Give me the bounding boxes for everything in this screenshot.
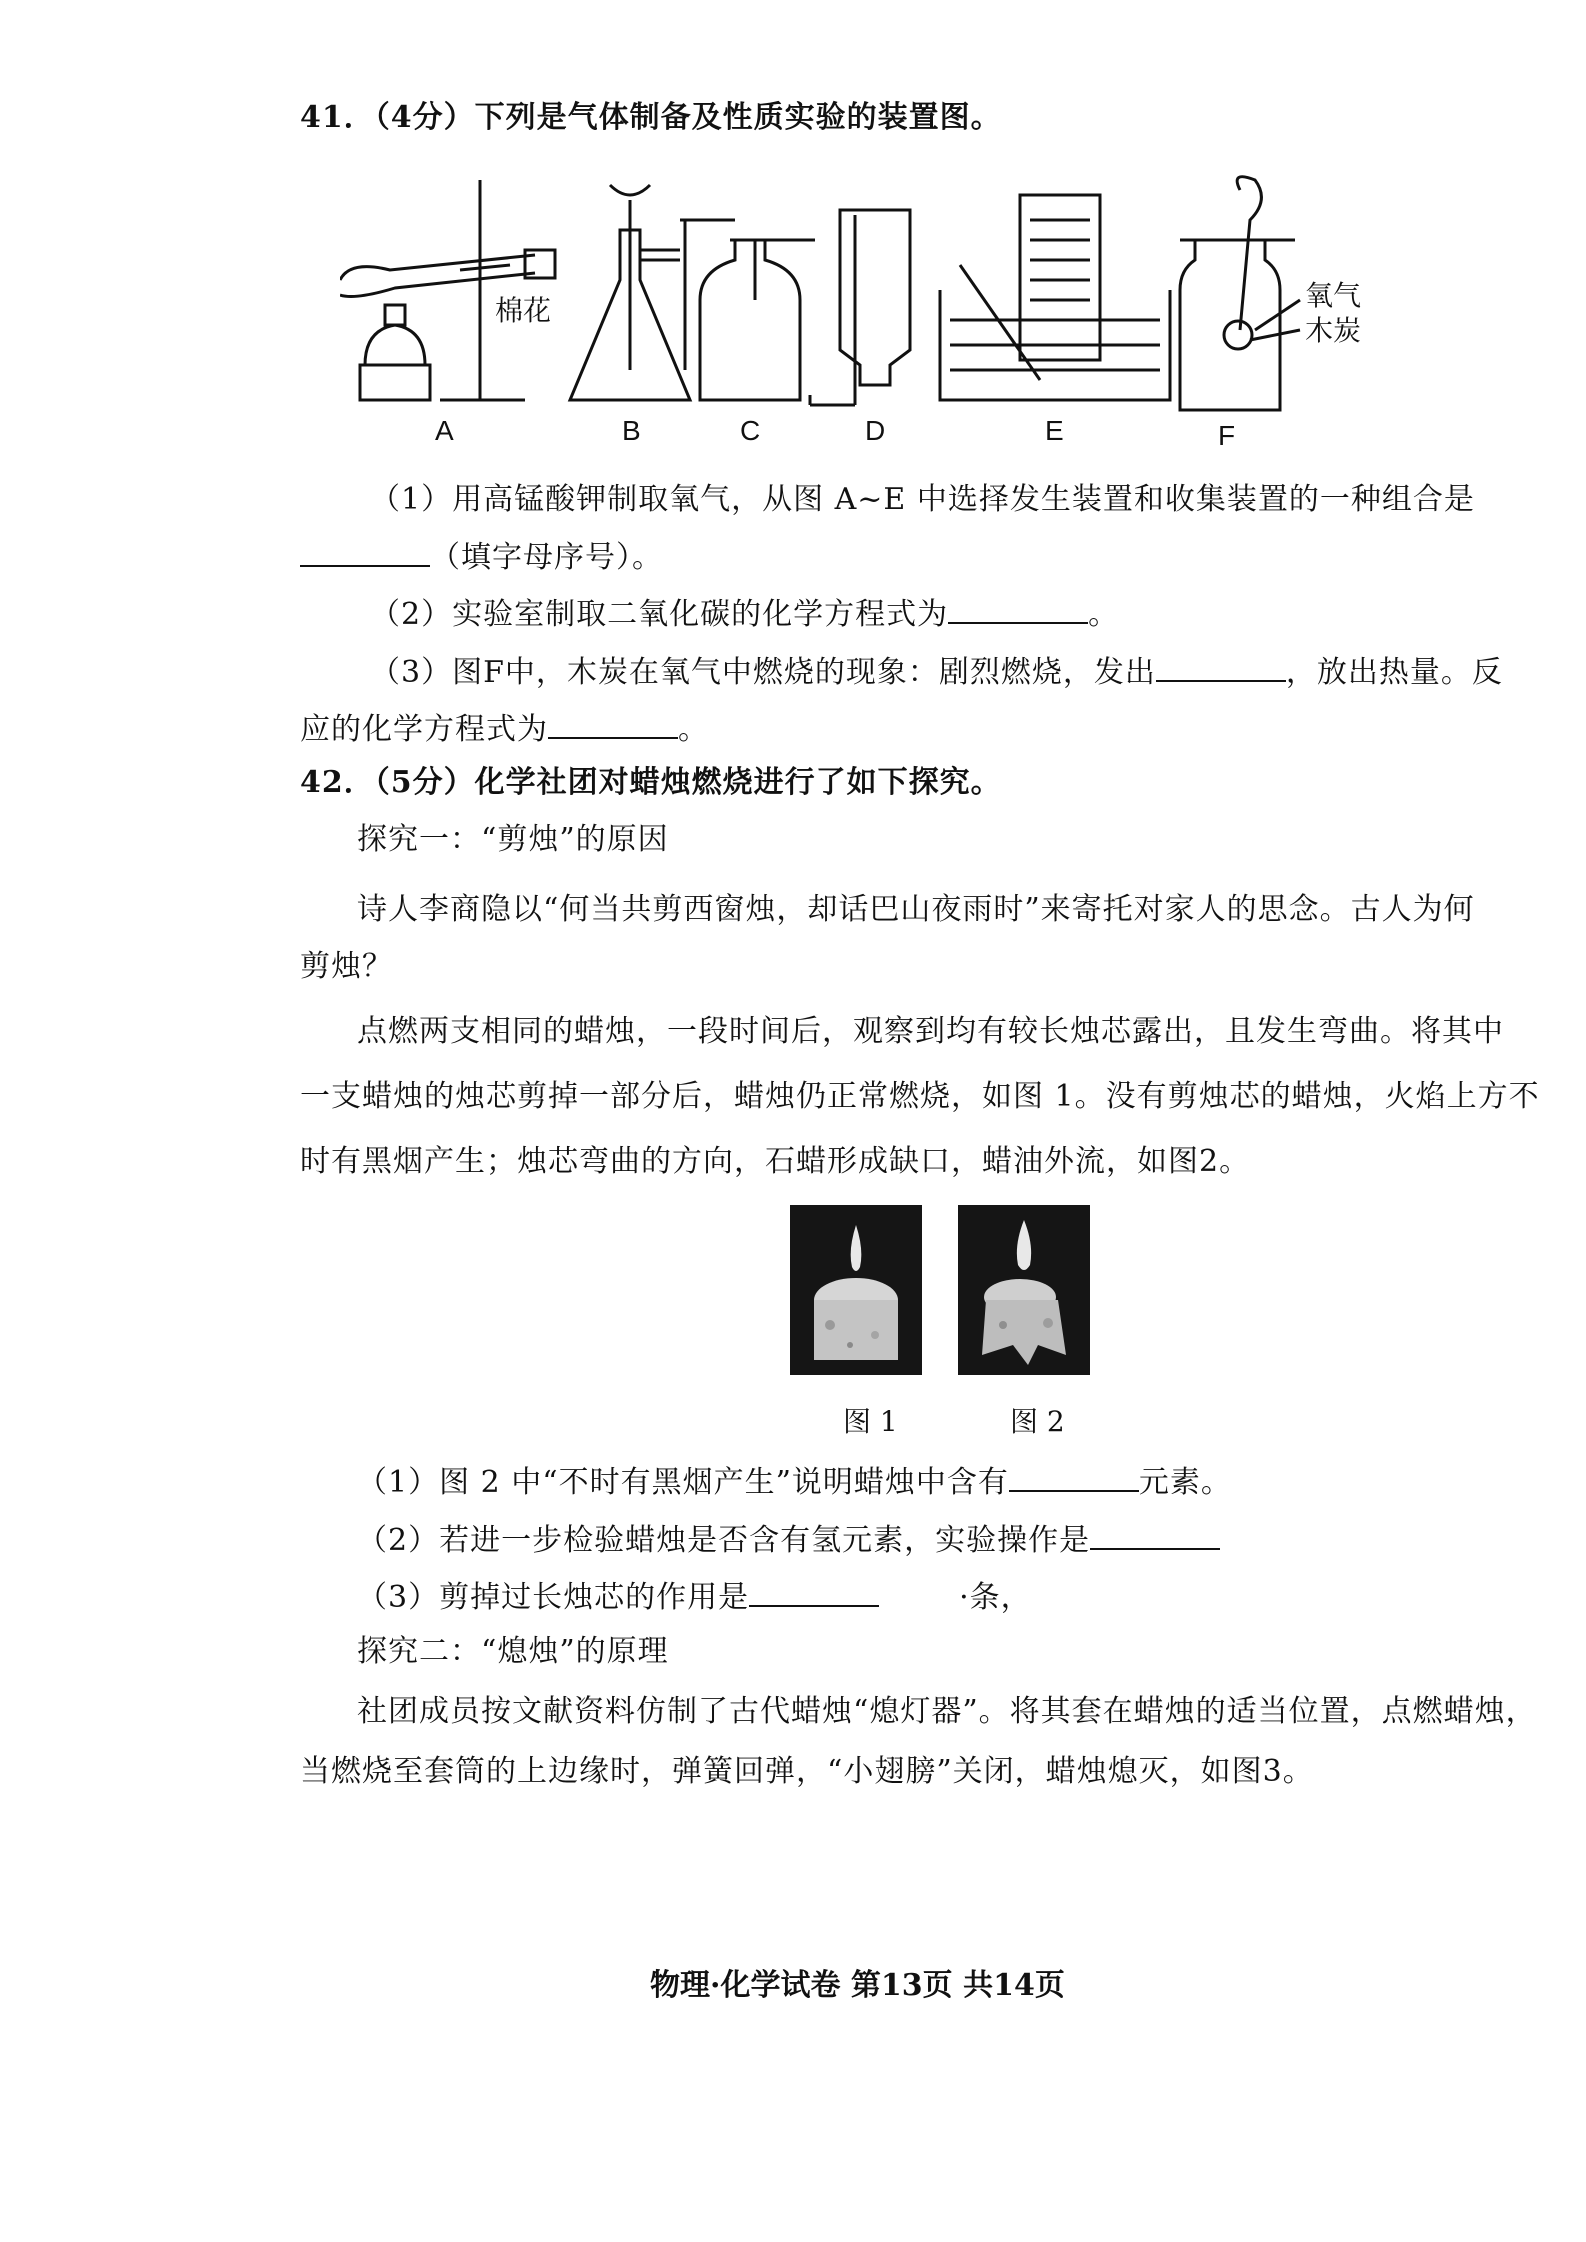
q42-para1-line2: 剪烛？ bbox=[300, 949, 393, 984]
answer-blank[interactable] bbox=[948, 592, 1088, 624]
label-b: B bbox=[622, 415, 641, 446]
label-f: F bbox=[1218, 420, 1236, 450]
answer-blank[interactable] bbox=[548, 707, 678, 739]
answer-blank[interactable] bbox=[1009, 1460, 1139, 1492]
apparatus-f bbox=[1180, 177, 1361, 410]
candle-photo-2 bbox=[958, 1205, 1090, 1375]
apparatus-d bbox=[810, 210, 910, 405]
q42-para3-line2: 当燃烧至套筒的上边缘时，弹簧回弹，“小翅膀”关闭，蜡烛熄灭，如图3。 bbox=[300, 1754, 1314, 1789]
q42-sub3: （3）剪掉过长烛芯的作用是 ·条， bbox=[357, 1575, 1032, 1618]
apparatus-c bbox=[680, 220, 815, 400]
cotton-label: 棉花 bbox=[495, 295, 552, 326]
answer-blank[interactable] bbox=[749, 1575, 879, 1607]
q42-para1-line1: 诗人李商隐以“何当共剪西窗烛，却话巴山夜雨时”来寄托对家人的思念。古人为何 bbox=[357, 892, 1475, 927]
q42-sub2: （2）若进一步检验蜡烛是否含有氢元素，实验操作是 bbox=[357, 1518, 1220, 1561]
answer-blank[interactable] bbox=[1156, 650, 1286, 682]
q41-sub1-line1: （1）用高锰酸钾制取氧气，从图 A~E 中选择发生装置和收集装置的一种组合是 bbox=[370, 482, 1475, 517]
q41-title: 41．（4分）下列是气体制备及性质实验的装置图。 bbox=[300, 100, 1002, 135]
apparatus-a bbox=[340, 180, 555, 400]
fig2-caption: 图 2 bbox=[1010, 1405, 1065, 1438]
q41-sub1-line2: （填字母序号）。 bbox=[300, 535, 663, 578]
answer-blank[interactable] bbox=[1090, 1518, 1220, 1550]
page-footer: 物理·化学试卷 第13页 共14页 bbox=[650, 1968, 1065, 2003]
q42-explore1: 探究一：“剪烛”的原因 bbox=[357, 822, 669, 857]
q42-para3-line1: 社团成员按文献资料仿制了古代蜡烛“熄灯器”。将其套在蜡烛的适当位置，点燃蜡烛， bbox=[357, 1694, 1537, 1729]
label-e: E bbox=[1045, 415, 1064, 446]
q41-sub2: （2）实验室制取二氧化碳的化学方程式为 。 bbox=[370, 592, 1119, 635]
q42-para2-line3: 时有黑烟产生；烛芯弯曲的方向，石蜡形成缺口，蜡油外流，如图2。 bbox=[300, 1144, 1251, 1179]
fig1-caption: 图 1 bbox=[843, 1405, 898, 1438]
answer-blank[interactable] bbox=[300, 535, 430, 567]
q42-sub1: （1）图 2 中“不时有黑烟产生”说明蜡烛中含有 元素。 bbox=[357, 1460, 1232, 1503]
q42-explore2: 探究二：“熄烛”的原理 bbox=[357, 1634, 669, 1669]
apparatus-e bbox=[940, 195, 1170, 400]
candle-photo-1 bbox=[790, 1205, 922, 1375]
q41-sub3-line2: 应的化学方程式为 。 bbox=[300, 707, 709, 750]
apparatus-b bbox=[570, 185, 690, 400]
q42-title: 42．（5分）化学社团对蜡烛燃烧进行了如下探究。 bbox=[300, 765, 1002, 800]
q42-para2-line1: 点燃两支相同的蜡烛，一段时间后，观察到均有较长烛芯露出，且发生弯曲。将其中 bbox=[357, 1014, 1504, 1049]
oxygen-label: 氧气 bbox=[1305, 280, 1362, 311]
q41-sub3-line1: （3）图F中，木炭在氧气中燃烧的现象：剧烈燃烧，发出 ，放出热量。反 bbox=[370, 650, 1503, 693]
label-a: A bbox=[435, 415, 454, 446]
apparatus-figure bbox=[340, 170, 1450, 450]
charcoal-label: 木炭 bbox=[1305, 315, 1362, 346]
label-d: D bbox=[865, 415, 886, 446]
q42-para2-line2: 一支蜡烛的烛芯剪掉一部分后，蜡烛仍正常燃烧，如图 1。没有剪烛芯的蜡烛，火焰上方不 bbox=[300, 1079, 1540, 1114]
label-c: C bbox=[740, 415, 761, 446]
